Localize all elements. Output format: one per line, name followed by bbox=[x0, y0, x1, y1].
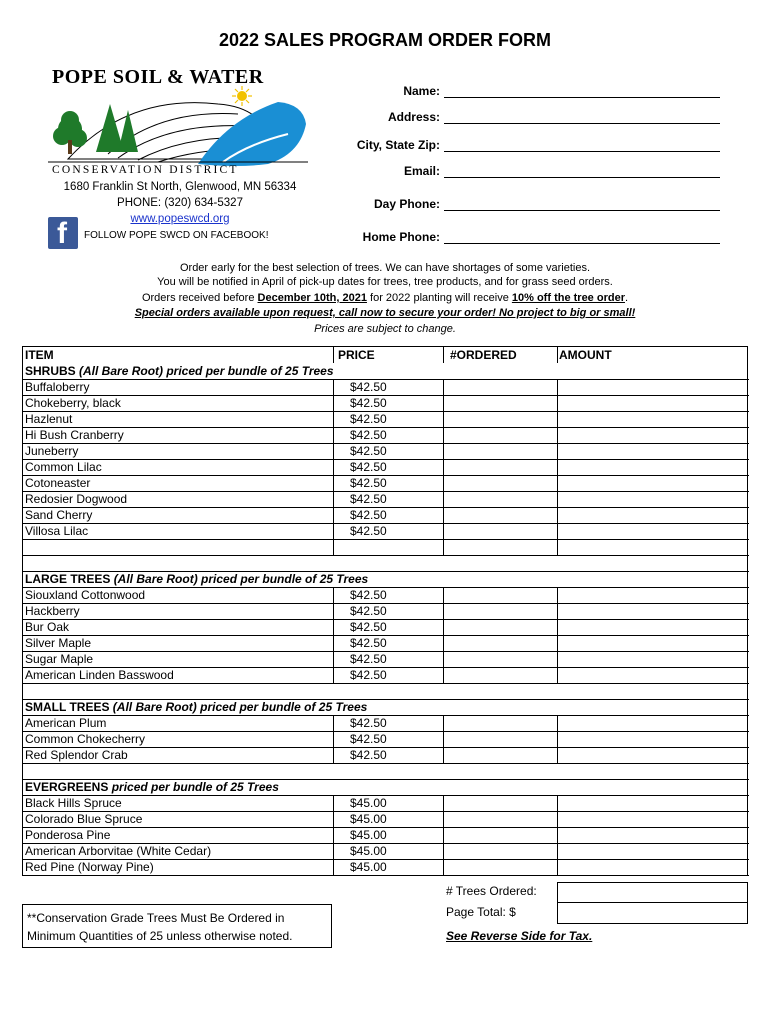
item-price: $42.50 bbox=[350, 523, 387, 538]
ordered-cell[interactable] bbox=[444, 843, 556, 859]
item-name: Sugar Maple bbox=[25, 651, 94, 666]
item-price: $42.50 bbox=[350, 427, 387, 442]
field-label: Address: bbox=[387, 110, 440, 124]
field-input-line[interactable] bbox=[444, 177, 720, 178]
amount-cell[interactable] bbox=[558, 715, 748, 731]
amount-cell[interactable] bbox=[558, 651, 748, 667]
item-name: Buffaloberry bbox=[25, 379, 90, 394]
field-input-line[interactable] bbox=[444, 151, 720, 152]
item-name: Villosa Lilac bbox=[25, 523, 89, 538]
info-line-5: Prices are subject to change. bbox=[314, 323, 456, 335]
org-phone: PHONE: (320) 634-5327 bbox=[117, 197, 243, 209]
item-price: $42.50 bbox=[350, 667, 387, 682]
amount-cell[interactable] bbox=[558, 859, 748, 875]
item-price: $45.00 bbox=[350, 795, 387, 810]
ordered-cell[interactable] bbox=[444, 667, 556, 683]
org-name: POPE SOIL & WATER bbox=[52, 66, 264, 88]
field-input-line[interactable] bbox=[444, 123, 720, 124]
form-title: 2022 SALES PROGRAM ORDER FORM bbox=[218, 30, 552, 50]
item-price: $42.50 bbox=[350, 587, 387, 602]
section-title: EVERGREENS priced per bundle of 25 Trees bbox=[25, 780, 279, 794]
order-table bbox=[22, 346, 748, 876]
info-line-2: You will be notified in April of pick-up dates for trees, tree products, and for grass seed orders. bbox=[157, 276, 613, 288]
ordered-cell[interactable] bbox=[444, 587, 556, 603]
ordered-cell[interactable] bbox=[444, 427, 556, 443]
section-title: LARGE TREES (All Bare Root) priced per bundle of 25 Trees bbox=[25, 572, 369, 586]
section-title: SMALL TREES (All Bare Root) priced per bundle of 25 Trees bbox=[25, 700, 368, 714]
amount-cell[interactable] bbox=[558, 395, 748, 411]
page-total-label: Page Total: $ bbox=[446, 905, 516, 919]
totals-box[interactable] bbox=[557, 882, 748, 924]
ordered-cell[interactable] bbox=[444, 795, 556, 811]
amount-cell[interactable] bbox=[558, 459, 748, 475]
field-label: City, State Zip: bbox=[356, 138, 440, 152]
ordered-cell[interactable] bbox=[444, 443, 556, 459]
ordered-cell[interactable] bbox=[444, 811, 556, 827]
item-name: Bur Oak bbox=[25, 619, 70, 634]
amount-cell[interactable] bbox=[558, 523, 748, 539]
item-name: American Linden Basswood bbox=[25, 667, 174, 682]
facebook-icon[interactable]: f bbox=[48, 217, 78, 249]
item-price: $42.50 bbox=[350, 715, 387, 730]
item-name: Juneberry bbox=[25, 443, 79, 458]
item-price: $42.50 bbox=[350, 603, 387, 618]
field-input-line[interactable] bbox=[444, 97, 720, 98]
info-line-4: Special orders available upon request, call now to secure your order! No project to big or small! bbox=[134, 307, 636, 319]
item-price: $45.00 bbox=[350, 843, 387, 858]
amount-cell[interactable] bbox=[558, 587, 748, 603]
item-name: Black Hills Spruce bbox=[25, 795, 122, 810]
min-quantity-note: **Conservation Grade Trees Must Be Ordered in Minimum Quantities of 25 unless otherwise noted. bbox=[27, 911, 293, 943]
item-name: Cotoneaster bbox=[25, 475, 91, 490]
amount-cell[interactable] bbox=[558, 475, 748, 491]
ordered-cell[interactable] bbox=[444, 411, 556, 427]
item-price: $42.50 bbox=[350, 491, 387, 506]
ordered-cell[interactable] bbox=[444, 635, 556, 651]
ordered-cell[interactable] bbox=[444, 731, 556, 747]
amount-cell[interactable] bbox=[558, 811, 748, 827]
amount-cell[interactable] bbox=[558, 491, 748, 507]
item-name: Silver Maple bbox=[25, 635, 92, 650]
amount-cell[interactable] bbox=[558, 507, 748, 523]
ordered-cell[interactable] bbox=[444, 379, 556, 395]
amount-cell[interactable] bbox=[558, 747, 748, 763]
item-name: Colorado Blue Spruce bbox=[25, 811, 143, 826]
header-item: ITEM bbox=[25, 348, 54, 362]
trees-ordered-label: # Trees Ordered: bbox=[446, 884, 537, 898]
website-link[interactable]: www.popeswcd.org bbox=[130, 213, 230, 225]
section-title: SHRUBS (All Bare Root) priced per bundle of 25 Trees bbox=[25, 364, 334, 378]
reverse-side-note: See Reverse Side for Tax. bbox=[446, 929, 593, 943]
ordered-cell[interactable] bbox=[444, 523, 556, 539]
item-name: Red Splendor Crab bbox=[25, 747, 128, 762]
amount-cell[interactable] bbox=[558, 411, 748, 427]
ordered-cell[interactable] bbox=[444, 619, 556, 635]
item-name: Sand Cherry bbox=[25, 507, 93, 522]
ordered-cell[interactable] bbox=[444, 651, 556, 667]
header-amount: AMOUNT bbox=[559, 348, 612, 362]
info-line-1: Order early for the best selection of trees. We can have shortages of some varieties. bbox=[179, 262, 591, 274]
amount-cell[interactable] bbox=[558, 427, 748, 443]
item-name: Chokeberry, black bbox=[25, 395, 121, 410]
amount-cell[interactable] bbox=[558, 635, 748, 651]
org-subname: CONSERVATION DISTRICT bbox=[52, 164, 239, 176]
ordered-cell[interactable] bbox=[444, 491, 556, 507]
amount-cell[interactable] bbox=[558, 603, 748, 619]
item-name: Common Chokecherry bbox=[25, 731, 146, 746]
ordered-cell[interactable] bbox=[444, 827, 556, 843]
amount-cell[interactable] bbox=[558, 731, 748, 747]
item-name: Hazlenut bbox=[25, 411, 73, 426]
item-price: $45.00 bbox=[350, 811, 387, 826]
item-name: American Plum bbox=[25, 715, 107, 730]
field-label: Name: bbox=[403, 84, 440, 98]
item-name: Siouxland Cottonwood bbox=[25, 587, 146, 602]
item-price: $45.00 bbox=[350, 827, 387, 842]
field-label: Home Phone: bbox=[362, 230, 440, 244]
item-name: Common Lilac bbox=[25, 459, 102, 474]
info-line-3: Orders received before December 10th, 2021 for 2022 planting will receive 10% off the tree order. bbox=[141, 292, 629, 304]
field-input-line[interactable] bbox=[444, 210, 720, 211]
amount-cell[interactable] bbox=[558, 667, 748, 683]
amount-cell[interactable] bbox=[558, 795, 748, 811]
ordered-cell[interactable] bbox=[444, 859, 556, 875]
header-ordered: #ORDERED bbox=[450, 348, 517, 362]
amount-cell[interactable] bbox=[558, 619, 748, 635]
item-price: $42.50 bbox=[350, 379, 387, 394]
amount-cell[interactable] bbox=[558, 443, 748, 459]
org-address: 1680 Franklin St North, Glenwood, MN 56334 bbox=[63, 181, 297, 193]
item-price: $42.50 bbox=[350, 507, 387, 522]
ordered-cell[interactable] bbox=[444, 395, 556, 411]
item-name: Ponderosa Pine bbox=[25, 827, 111, 842]
item-price: $42.50 bbox=[350, 459, 387, 474]
item-price: $45.00 bbox=[350, 859, 387, 874]
amount-cell[interactable] bbox=[558, 843, 748, 859]
item-price: $42.50 bbox=[350, 395, 387, 410]
note-box bbox=[22, 904, 332, 948]
field-label: Day Phone: bbox=[373, 197, 440, 211]
item-price: $42.50 bbox=[350, 411, 387, 426]
field-label: Email: bbox=[403, 164, 440, 178]
item-name: Red Pine (Norway Pine) bbox=[25, 859, 154, 874]
item-price: $42.50 bbox=[350, 651, 387, 666]
item-name: Redosier Dogwood bbox=[25, 491, 128, 506]
ordered-cell[interactable] bbox=[444, 507, 556, 523]
ordered-cell[interactable] bbox=[444, 747, 556, 763]
item-price: $42.50 bbox=[350, 443, 387, 458]
ordered-cell[interactable] bbox=[444, 459, 556, 475]
item-price: $42.50 bbox=[350, 747, 387, 762]
header-price: PRICE bbox=[338, 348, 375, 362]
field-input-line[interactable] bbox=[444, 243, 720, 244]
item-name: Hackberry bbox=[25, 603, 80, 618]
item-name: American Arborvitae (White Cedar) bbox=[25, 843, 212, 858]
item-price: $42.50 bbox=[350, 619, 387, 634]
item-name: Hi Bush Cranberry bbox=[25, 427, 124, 442]
ordered-cell[interactable] bbox=[444, 715, 556, 731]
amount-cell[interactable] bbox=[558, 379, 748, 395]
facebook-text: FOLLOW POPE SWCD ON FACEBOOK! bbox=[84, 230, 269, 241]
amount-cell[interactable] bbox=[558, 827, 748, 843]
ordered-cell[interactable] bbox=[444, 603, 556, 619]
item-price: $42.50 bbox=[350, 731, 387, 746]
item-price: $42.50 bbox=[350, 475, 387, 490]
item-price: $42.50 bbox=[350, 635, 387, 650]
ordered-cell[interactable] bbox=[444, 475, 556, 491]
